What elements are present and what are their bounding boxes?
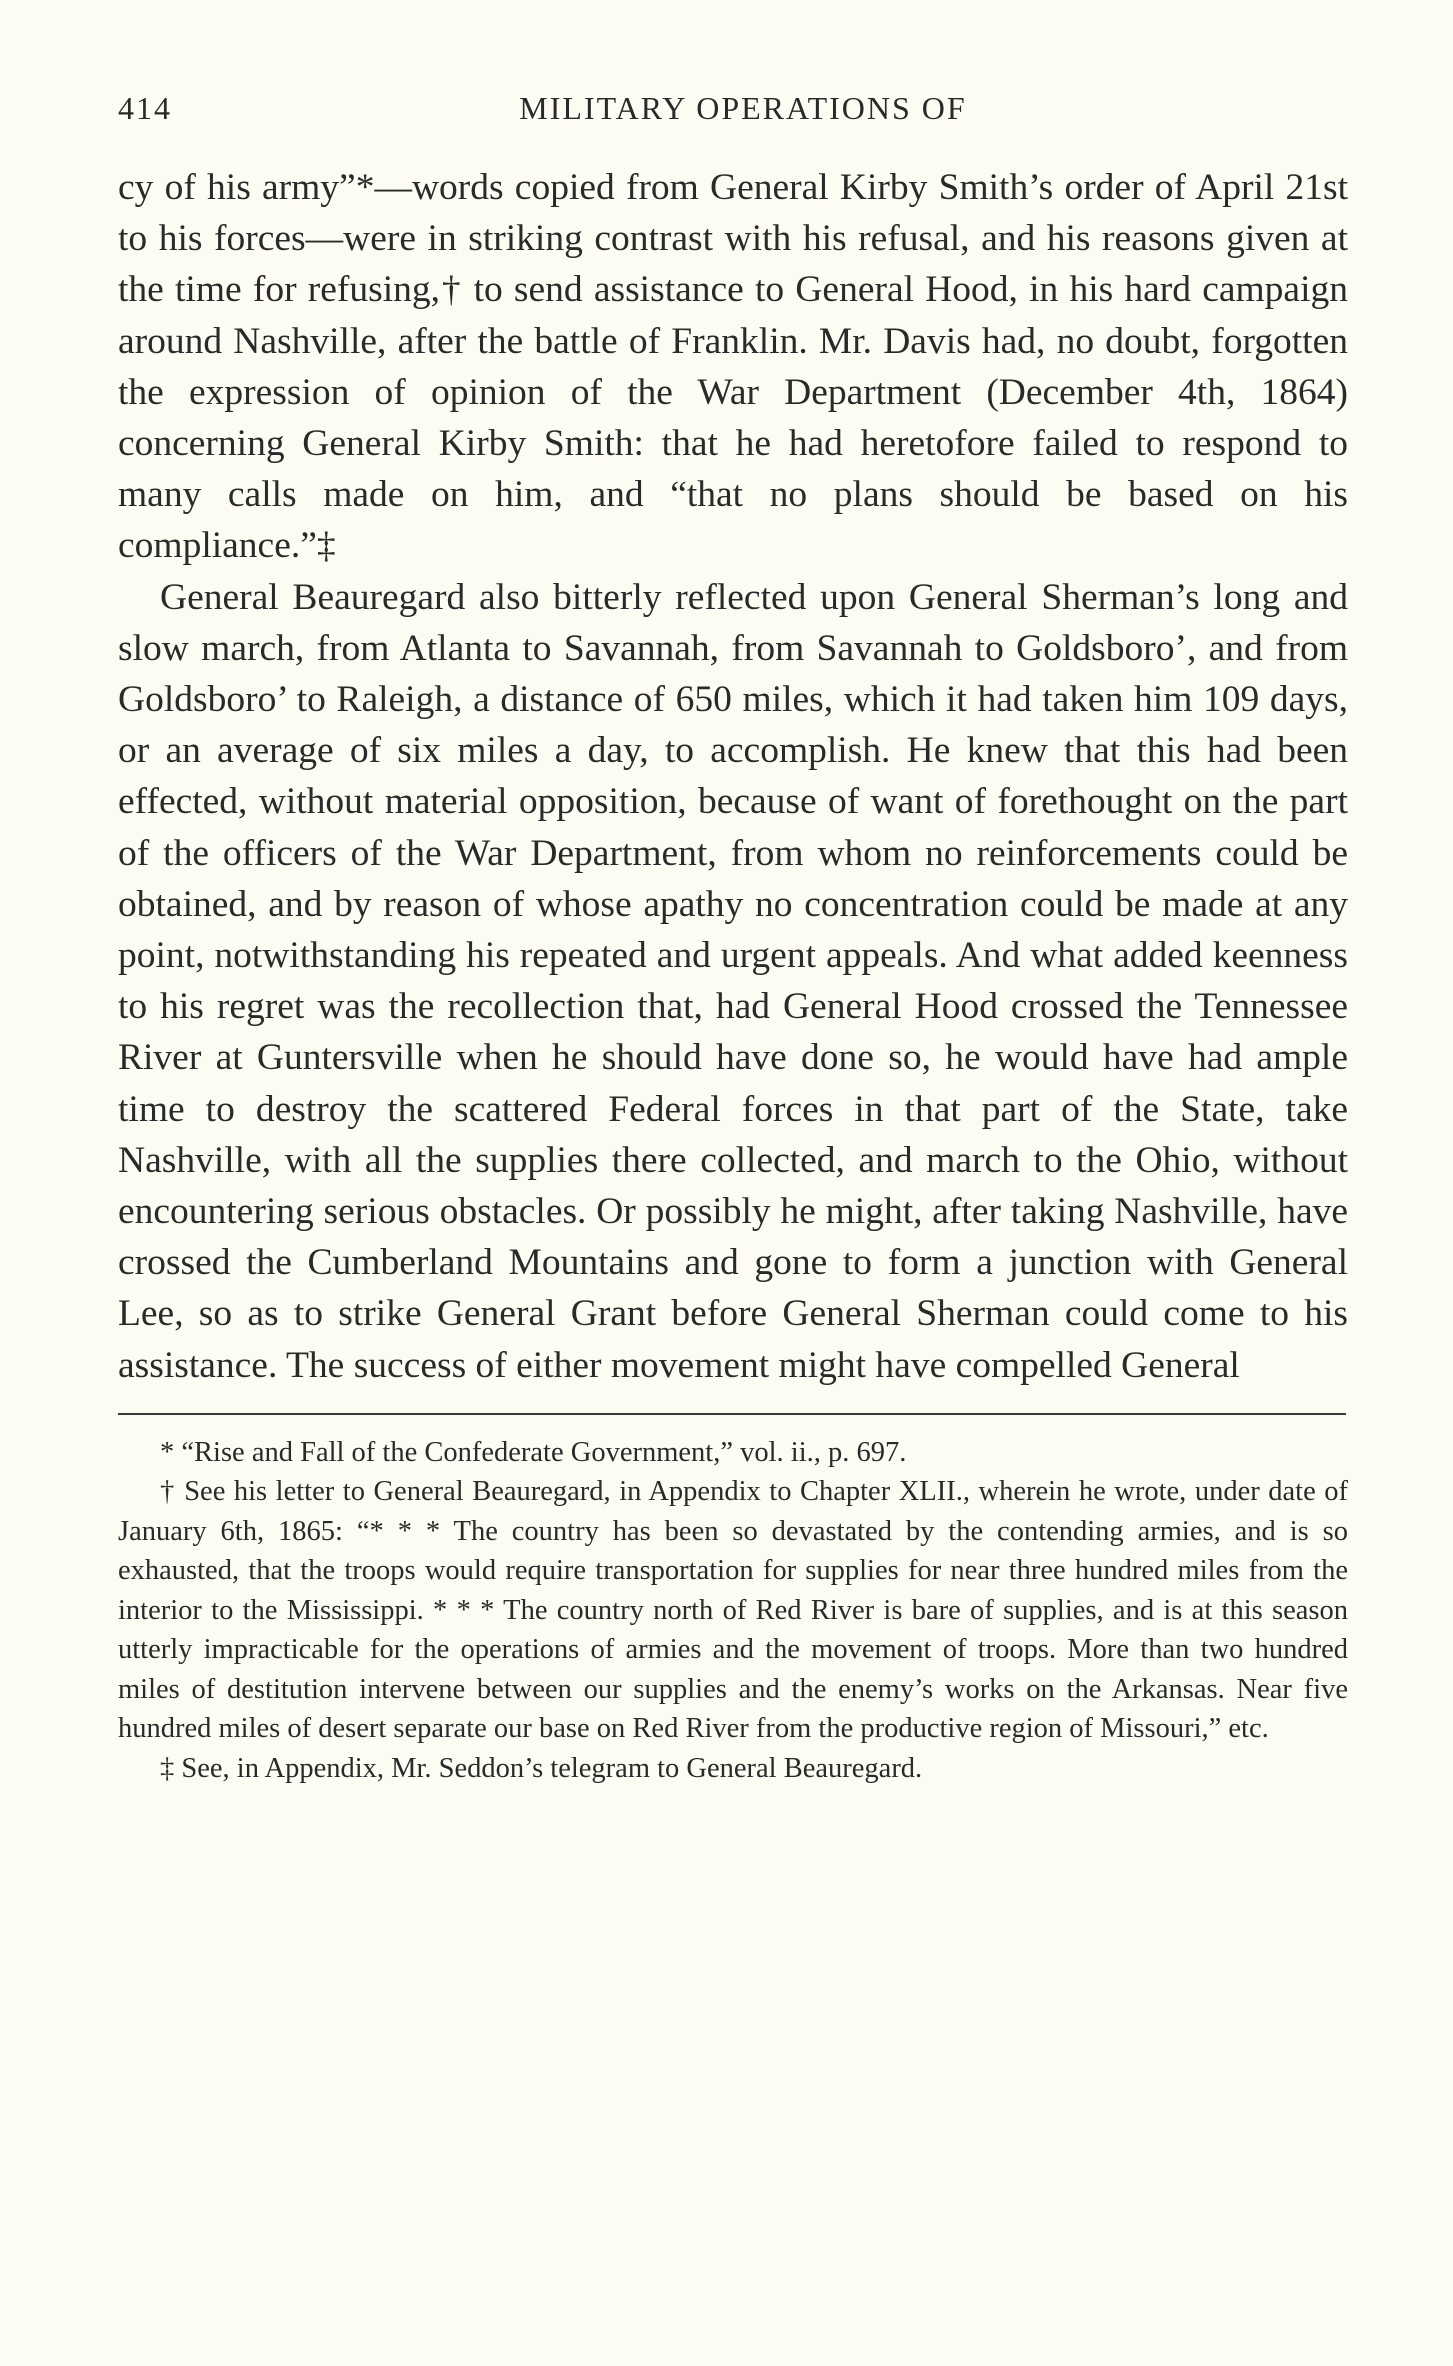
footnote-rule [118, 1413, 1346, 1415]
body-paragraph: General Beauregard also bitterly reflected upon General Sherman’s long and slow march, from Atlanta to Savannah, from Savannah to Goldsboro’, and from Goldsboro’ to Raleigh, a distance of 650 miles, which it had taken him 109 days, or an average of six miles a day, to accomplish. He knew that this had been effected, without material opposition, because of want of forethought on the part of the officers of the War Department, from whom no reinforcements could be obtained, and by reason of whose apathy no concentration could be made at any point, notwithstanding his repeated and urgent appeals. And what added keenness to his regret was the recollection that, had General Hood crossed the Tennessee River at Guntersville when he should have done so, he would have had ample time to destroy the scattered Federal forces in that part of the State, take Nashville, with all the supplies there collected, and march to the Ohio, without encountering serious obstacles. Or possibly he might, after taking Nashville, have crossed the Cumberland Mountains and gone to form a junction with General Lee, so as to strike General Grant before General Sherman could come to his assistance. The success of either movement might have compelled General [118, 576, 1348, 1386]
page-number: 414 [118, 90, 172, 126]
body-paragraph-continued: cy of his army”*—words copied from General Kirby Smith’s order of April 21st to his forces—were in striking contrast with his refusal, and his reasons given at the time for refusing,† to send assistance to General Hood, in his hard campaign around Nashville, after the battle of Franklin. Mr. Davis had, no doubt, forgotten the expression of opinion of the War Department (December 4th, 1864) concerning General Kirby Smith: that he had heretofore failed to respond to many calls made on him, and “that no plans should be based on his compliance.”‡ [118, 167, 1348, 567]
main-text [118, 162, 1348, 1391]
footnote-double-dagger: ‡ See, in Appendix, Mr. Seddon’s telegram to General Beauregard. [160, 1752, 923, 1784]
running-title: MILITARY OPERATIONS OF [519, 90, 967, 126]
running-header [118, 80, 1348, 140]
footnotes [118, 1433, 1348, 1789]
footnote-asterisk: * “Rise and Fall of the Confederate Government,” vol. ii., p. 697. [160, 1436, 907, 1468]
footnote-dagger: † See his letter to General Beauregard, in Appendix to Chapter XLII., wherein he wrote, under date of January 6th, 1865: “* * * The country has been so devastated by the contending armies, and is so exhausted, that the troops would require transportation for supplies for near three hundred miles from the interior to the Mississippi. * * * The country north of Red River is bare of supplies, and is at this season utterly impracticable for the operations of armies and the movement of troops. More than two hundred miles of destitution intervene between our supplies and the enemy’s works on the Arkansas. Near five hundred miles of desert separate our base on Red River from the productive region of Missouri,” etc. [118, 1476, 1348, 1745]
book-page [118, 80, 1348, 1788]
